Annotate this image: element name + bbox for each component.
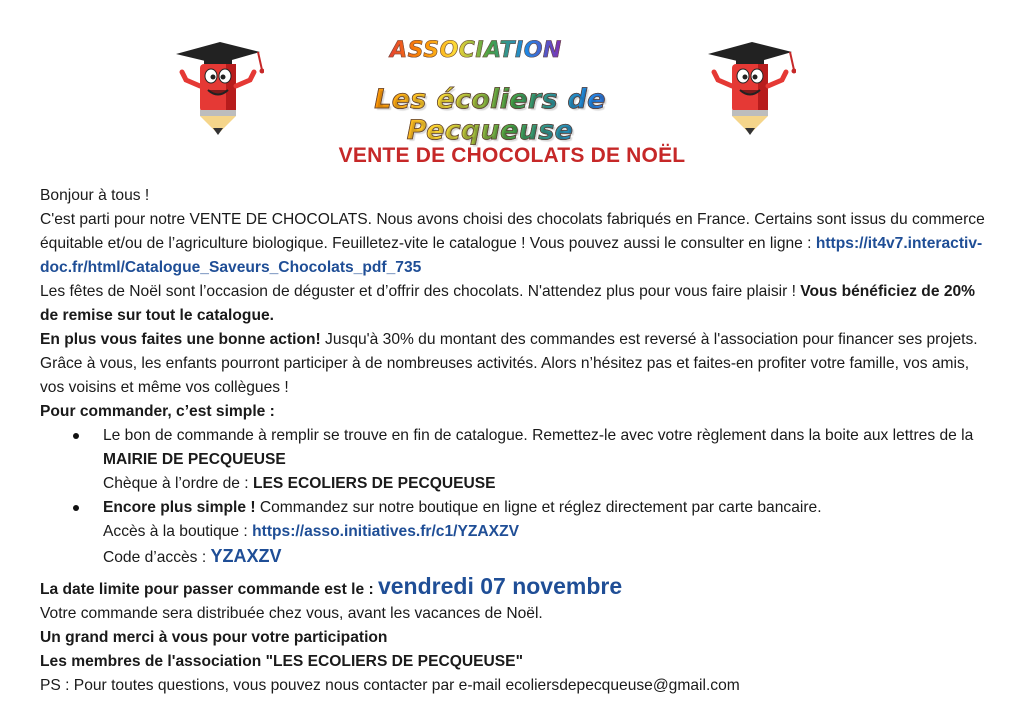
intro-paragraph bbox=[40, 208, 990, 280]
catalogue-link[interactable]: https://it4v7.interactiv-doc.fr/html/Catalogue_Saveurs_Chocolats_pdf_735 bbox=[40, 235, 983, 276]
delivery-text: Votre commande sera distribuée chez vous, avant les vacances de Noël. bbox=[40, 605, 543, 622]
boutique-label: Accès à la boutique : bbox=[103, 523, 253, 540]
bullet1-text: Le bon de commande à remplir se trouve en fin de catalogue. Remettez-le avec votre règlement dans la boite aux lettres de la bbox=[103, 427, 974, 444]
bullet2-bold: Encore plus simple ! bbox=[103, 499, 256, 516]
pencil-mascot-icon bbox=[168, 36, 264, 136]
pencil-mascot-icon bbox=[700, 36, 796, 136]
letter-body bbox=[40, 184, 990, 698]
signature-text: Les membres de l'association "LES ECOLIERS DE PECQUEUSE" bbox=[40, 653, 523, 670]
deadline-date: vendredi 07 novembre bbox=[377, 573, 623, 599]
action-paragraph bbox=[40, 328, 990, 400]
discount-text: Vous bénéficiez de 20% de remise sur tout le catalogue. bbox=[40, 283, 976, 324]
list-item bbox=[40, 496, 990, 570]
bullet-icon bbox=[73, 433, 79, 439]
deadline-label: La date limite pour passer commande est le : bbox=[40, 581, 378, 598]
fetes-text: Les fêtes de Noël sont l’occasion de déguster et d’offrir des chocolats. N'attendez plus pour vous faire plaisir ! bbox=[40, 283, 801, 300]
cheque-payee: LES ECOLIERS DE PECQUEUSE bbox=[252, 475, 496, 492]
code-label: Code d’accès : bbox=[103, 549, 211, 566]
order-list bbox=[40, 424, 990, 570]
intro-text: C'est parti pour notre VENTE DE CHOCOLATS. Nous avons choisi des chocolats fabriqués en France. Certains sont issus du commerce équitable et/ou de l’agriculture biologique. Feuilletez-vite le catalogue ! Vous pouvez aussi le consulter en ligne : bbox=[40, 211, 985, 252]
action-bold: En plus vous faites une bonne action! bbox=[40, 331, 321, 348]
boutique-link[interactable]: https://asso.initiatives.fr/c1/YZAXZV bbox=[252, 523, 520, 540]
order-heading: Pour commander, c’est simple : bbox=[40, 403, 275, 420]
association-word: ASSOCIATION bbox=[386, 38, 566, 63]
bullet-icon bbox=[73, 505, 79, 511]
association-name: Les écoliers de Pecqueuse bbox=[300, 84, 680, 146]
greeting: Bonjour à tous ! bbox=[40, 187, 150, 204]
bullet2-text: Commandez sur notre boutique en ligne et réglez directement par carte bancaire. bbox=[255, 499, 822, 516]
page-title: VENTE DE CHOCOLATS DE NOËL bbox=[338, 144, 686, 167]
list-item bbox=[40, 424, 990, 496]
cheque-label: Chèque à l’ordre de : bbox=[103, 475, 253, 492]
action-text: Jusqu'à 30% du montant des commandes est reversé à l'association pour financer ses projets. Grâce à vous, les enfants pourront participer à de nombreuses activités. Alors n’hésitez pas et faites-en profiter votre famille, vos amis, vos voisins et même vos collègues ! bbox=[40, 331, 978, 396]
fetes-paragraph bbox=[40, 280, 990, 328]
thanks-text: Un grand merci à vous pour votre participation bbox=[40, 629, 388, 646]
access-code: YZAXZV bbox=[210, 546, 282, 566]
mairie-name: MAIRIE DE PECQUEUSE bbox=[103, 451, 286, 468]
deadline-paragraph bbox=[40, 574, 990, 602]
header bbox=[0, 0, 1024, 146]
ps-text: PS : Pour toutes questions, vous pouvez nous contacter par e-mail ecoliersdepecqueuse@gmail.com bbox=[40, 677, 740, 694]
